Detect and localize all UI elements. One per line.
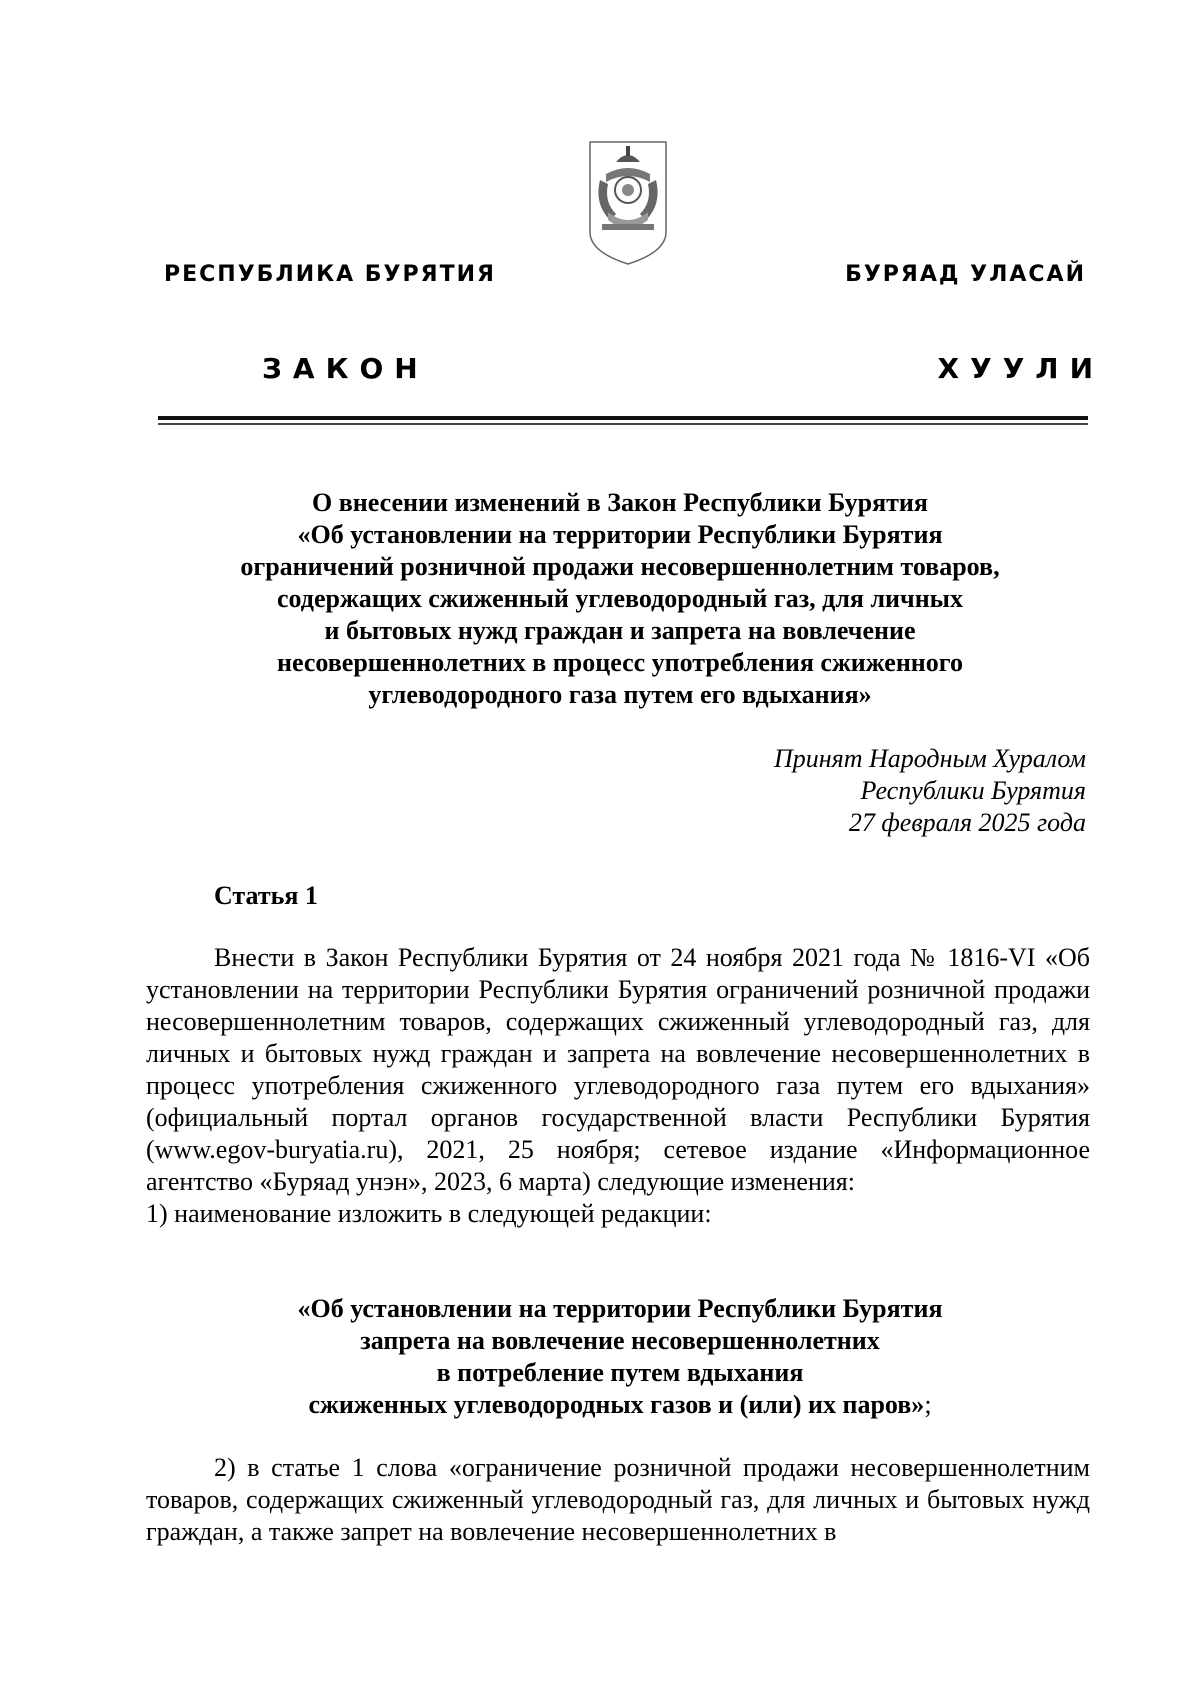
law-title [150, 487, 1090, 711]
quote-line: в потребление путем вдыхания [436, 1358, 804, 1387]
article-paragraph [146, 942, 1090, 1230]
law-title-line: углеводородного газа путем его вдыхания» [368, 680, 872, 709]
republic-name-buryat: БУРЯАД УЛАСАЙ [845, 262, 1086, 287]
adoption-note-line: Республики Бурятия [860, 776, 1086, 805]
new-title-quote [150, 1293, 1090, 1421]
adoption-note [774, 743, 1086, 839]
quote-line: «Об установлении на территории Республики Бурятия [297, 1294, 943, 1323]
adoption-date: 27 февраля 2025 года [848, 808, 1086, 837]
adoption-note-line: Принят Народным Хуралом [773, 744, 1086, 773]
article-paragraph-text: Внести в Закон Республики Бурятия от 24 ноября 2021 года № 1816-VI «Об установлении на территории Республики Бурятия ограничений розничной продажи несовершеннолетним товаров, содержащих сжиженный углеводородный газ, для личных и бытовых нужд граждан и запрета на вовлечение несовершеннолетних в процесс употребления сжиженного углеводородного газа путем его вдыхания» (официальный портал органов государственной власти Республики Бурятия (www.egov-buryatia.ru), 2021, 25 ноября; сетевое издание «Информационное агентство «Буряад унэн», 2023, 6 марта) следующие изменения: [146, 943, 1090, 1196]
law-label-russian: ЗАКОН [262, 352, 429, 385]
law-label-buryat: ХУУЛИ [937, 352, 1104, 385]
law-title-line: и бытовых нужд граждан и запрета на вовлечение [324, 616, 916, 645]
law-title-line: «Об установлении на территории Республики Бурятия [297, 520, 943, 549]
article-heading: Статья 1 [214, 881, 318, 910]
article-item-2: 2) в статье 1 слова «ограничение розничной продажи несовершеннолетним товаров, содержащих сжиженный углеводородный газ, для личных и бытовых нужд граждан, а также запрет на вовлечение несовершеннолетних в [146, 1453, 1090, 1546]
quote-line: сжиженных углеводородных газов и (или) их паров» [308, 1390, 925, 1419]
header-divider [158, 416, 1088, 420]
quote-line: запрета на вовлечение несовершеннолетних [360, 1326, 880, 1355]
header-divider-thin [158, 423, 1088, 425]
republic-name-russian: РЕСПУБЛИКА БУРЯТИЯ [164, 262, 496, 287]
quote-tail: ; [924, 1390, 932, 1419]
law-title-line: несовершеннолетних в процесс употребления сжиженного [277, 648, 963, 677]
coat-of-arms-emblem-icon [588, 140, 668, 266]
law-title-line: содержащих сжиженный углеводородный газ, для личных [277, 584, 963, 613]
law-title-line: ограничений розничной продажи несовершеннолетним товаров, [240, 552, 1000, 581]
law-title-line: О внесении изменений в Закон Республики Бурятия [312, 488, 928, 517]
article-item-1: 1) наименование изложить в следующей редакции: [146, 1199, 712, 1228]
